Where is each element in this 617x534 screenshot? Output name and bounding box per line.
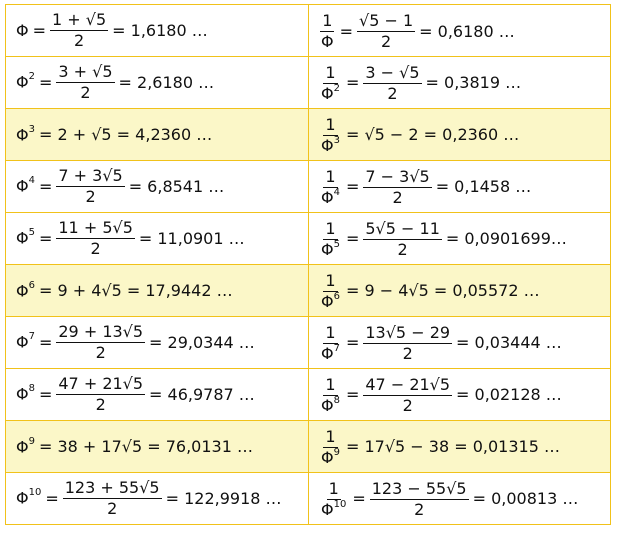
phi-symbol: Φ bbox=[321, 500, 334, 520]
phi-symbol: Φ bbox=[16, 437, 29, 456]
equals-sign: = bbox=[345, 73, 360, 93]
reciprocal-denominator bbox=[319, 136, 342, 154]
equals-sign: = bbox=[45, 488, 59, 508]
phi-power bbox=[16, 279, 35, 300]
power-value: = 9 + 4√5 = 17,9442 … bbox=[38, 280, 233, 300]
reciprocal-value: = 0,6180 … bbox=[419, 21, 515, 41]
reciprocal-one: 1 bbox=[325, 218, 336, 238]
equals-sign: = bbox=[38, 72, 53, 92]
power-cell bbox=[6, 161, 309, 213]
table-row bbox=[6, 265, 611, 317]
phi-exponent: 10 bbox=[28, 487, 42, 499]
reciprocal-value: = 9 − 4√5 = 0,05572 … bbox=[345, 281, 540, 301]
power-cell bbox=[6, 109, 309, 161]
reciprocal-denominator: 2 bbox=[392, 187, 403, 207]
table-row bbox=[6, 109, 611, 161]
reciprocal-prefix-fraction bbox=[319, 13, 336, 50]
reciprocal-fraction bbox=[363, 374, 452, 415]
power-fraction bbox=[63, 480, 162, 517]
reciprocal-expression bbox=[319, 13, 515, 50]
reciprocal-denominator bbox=[319, 344, 342, 362]
reciprocal-prefix-fraction bbox=[319, 166, 342, 208]
reciprocal-prefix-fraction bbox=[319, 114, 342, 156]
equals-sign: = bbox=[352, 489, 366, 509]
reciprocal-expression bbox=[319, 166, 532, 208]
table-row bbox=[6, 5, 611, 57]
phi-power bbox=[321, 32, 334, 51]
phi-exponent: 5 bbox=[333, 238, 340, 250]
reciprocal-denominator bbox=[319, 500, 348, 518]
reciprocal-one: 1 bbox=[325, 114, 336, 134]
reciprocal-value: = √5 − 2 = 0,2360 … bbox=[345, 125, 520, 145]
reciprocal-denominator bbox=[319, 188, 342, 206]
phi-power bbox=[16, 487, 42, 508]
reciprocal-fraction bbox=[357, 13, 415, 50]
phi-exponent: 6 bbox=[333, 290, 340, 302]
reciprocal-one: 1 bbox=[325, 322, 336, 342]
reciprocal-value: = 0,00813 … bbox=[472, 489, 579, 509]
power-value: = 6,8541 … bbox=[128, 176, 225, 196]
equals-sign: = bbox=[345, 229, 360, 249]
equals-sign: = bbox=[38, 176, 53, 196]
phi-power bbox=[321, 396, 340, 415]
power-value: = 122,9918 … bbox=[165, 488, 282, 508]
phi-symbol: Φ bbox=[16, 384, 29, 404]
reciprocal-numerator: 47 − 21√5 bbox=[365, 374, 451, 394]
phi-symbol: Φ bbox=[16, 72, 29, 92]
power-expression bbox=[16, 12, 208, 49]
reciprocal-prefix-fraction bbox=[319, 374, 342, 416]
power-fraction bbox=[56, 220, 135, 257]
power-expression bbox=[16, 324, 255, 361]
table-body bbox=[6, 5, 611, 525]
reciprocal-expression bbox=[319, 374, 562, 416]
reciprocal-expression bbox=[319, 478, 579, 520]
table-row bbox=[6, 57, 611, 109]
reciprocal-numerator: 123 − 55√5 bbox=[371, 478, 467, 498]
power-expression bbox=[16, 220, 245, 257]
reciprocal-expression bbox=[319, 218, 567, 260]
table-row bbox=[6, 161, 611, 213]
phi-exponent: 4 bbox=[333, 186, 340, 198]
reciprocal-expression bbox=[319, 322, 562, 364]
power-numerator: 123 + 55√5 bbox=[64, 478, 160, 497]
phi-symbol: Φ bbox=[321, 84, 334, 104]
reciprocal-value: = 0,1458 … bbox=[435, 177, 532, 197]
reciprocal-one: 1 bbox=[328, 478, 339, 498]
phi-exponent: 4 bbox=[28, 175, 35, 187]
power-denominator: 2 bbox=[107, 499, 118, 518]
power-value: = 2 + √5 = 4,2360 … bbox=[38, 124, 213, 144]
power-value: = 11,0901 … bbox=[138, 228, 245, 248]
reciprocal-expression bbox=[319, 62, 522, 104]
power-cell bbox=[6, 5, 309, 57]
equals-sign: = bbox=[38, 332, 53, 352]
power-expression bbox=[16, 376, 255, 413]
phi-symbol: Φ bbox=[321, 240, 334, 260]
reciprocal-cell bbox=[309, 421, 611, 473]
phi-power bbox=[16, 175, 35, 196]
golden-ratio-powers-table bbox=[5, 4, 611, 525]
phi-power bbox=[321, 448, 340, 467]
power-numerator: 47 + 21√5 bbox=[58, 374, 144, 393]
power-numerator: 7 + 3√5 bbox=[58, 166, 123, 185]
power-numerator: 29 + 13√5 bbox=[58, 322, 144, 341]
phi-power bbox=[16, 227, 35, 248]
reciprocal-cell bbox=[309, 369, 611, 421]
reciprocal-one: 1 bbox=[325, 270, 336, 290]
reciprocal-cell bbox=[309, 161, 611, 213]
power-denominator: 2 bbox=[80, 83, 91, 102]
reciprocal-denominator bbox=[319, 32, 336, 50]
power-fraction bbox=[56, 324, 145, 361]
power-value: = 29,0344 … bbox=[149, 332, 255, 352]
reciprocal-cell bbox=[309, 109, 611, 161]
power-value: = 46,9787 … bbox=[149, 384, 255, 404]
phi-exponent: 2 bbox=[333, 82, 340, 94]
reciprocal-prefix-fraction bbox=[319, 218, 342, 260]
power-cell bbox=[6, 265, 309, 317]
power-numerator: 3 + √5 bbox=[58, 62, 113, 81]
table-row bbox=[6, 473, 611, 525]
phi-power bbox=[16, 331, 35, 352]
reciprocal-numerator: 3 − √5 bbox=[365, 62, 420, 82]
phi-exponent: 8 bbox=[28, 383, 35, 395]
phi-exponent: 8 bbox=[333, 394, 340, 406]
reciprocal-prefix-fraction bbox=[319, 478, 348, 520]
power-denominator: 2 bbox=[95, 343, 106, 362]
reciprocal-denominator: 2 bbox=[402, 395, 413, 415]
table-row bbox=[6, 421, 611, 473]
reciprocal-denominator: 2 bbox=[414, 499, 425, 519]
phi-exponent: 3 bbox=[333, 134, 340, 146]
reciprocal-cell bbox=[309, 57, 611, 109]
power-expression bbox=[16, 64, 214, 101]
table-row bbox=[6, 317, 611, 369]
reciprocal-one: 1 bbox=[325, 62, 336, 82]
phi-power bbox=[16, 123, 35, 144]
phi-exponent: 10 bbox=[333, 498, 347, 510]
phi-symbol: Φ bbox=[321, 292, 334, 312]
equals-sign: = bbox=[345, 177, 360, 197]
reciprocal-cell bbox=[309, 5, 611, 57]
reciprocal-cell bbox=[309, 213, 611, 265]
phi-exponent: 3 bbox=[28, 123, 35, 135]
power-value: = 2,6180 … bbox=[118, 72, 215, 92]
reciprocal-denominator bbox=[319, 448, 342, 466]
power-denominator: 2 bbox=[85, 187, 96, 206]
reciprocal-denominator bbox=[319, 84, 342, 102]
reciprocal-numerator: 5√5 − 11 bbox=[365, 218, 440, 238]
phi-symbol: Φ bbox=[16, 488, 29, 508]
reciprocal-value: = 17√5 − 38 = 0,01315 … bbox=[345, 437, 560, 457]
power-denominator: 2 bbox=[90, 239, 101, 258]
equals-sign: = bbox=[339, 21, 353, 41]
power-denominator: 2 bbox=[95, 395, 106, 414]
power-expression bbox=[16, 435, 253, 456]
phi-symbol: Φ bbox=[321, 32, 334, 51]
reciprocal-fraction bbox=[363, 166, 431, 207]
reciprocal-denominator bbox=[319, 292, 342, 310]
reciprocal-cell bbox=[309, 317, 611, 369]
power-fraction bbox=[50, 12, 108, 49]
power-expression bbox=[16, 168, 224, 205]
equals-sign: = bbox=[32, 20, 46, 40]
reciprocal-denominator bbox=[319, 396, 342, 414]
reciprocal-value: = 0,0901699… bbox=[445, 229, 567, 249]
power-fraction bbox=[56, 168, 124, 205]
equals-sign: = bbox=[345, 333, 360, 353]
reciprocal-expression bbox=[319, 426, 560, 468]
power-fraction bbox=[56, 64, 114, 101]
reciprocal-prefix-fraction bbox=[319, 62, 342, 104]
phi-exponent: 7 bbox=[333, 342, 340, 354]
phi-symbol: Φ bbox=[321, 344, 334, 364]
phi-symbol: Φ bbox=[16, 176, 29, 196]
phi-symbol: Φ bbox=[16, 281, 29, 300]
reciprocal-one: 1 bbox=[325, 426, 336, 446]
power-cell bbox=[6, 473, 309, 525]
phi-power bbox=[16, 71, 35, 92]
reciprocal-prefix-fraction bbox=[319, 426, 342, 468]
reciprocal-cell bbox=[309, 473, 611, 525]
phi-power bbox=[321, 136, 340, 155]
reciprocal-denominator: 2 bbox=[397, 239, 408, 259]
power-expression bbox=[16, 123, 213, 144]
phi-exponent: 7 bbox=[28, 331, 35, 343]
phi-symbol: Φ bbox=[321, 448, 334, 468]
power-cell bbox=[6, 421, 309, 473]
reciprocal-prefix-fraction bbox=[319, 322, 342, 364]
reciprocal-cell bbox=[309, 265, 611, 317]
phi-symbol: Φ bbox=[16, 125, 29, 144]
power-denominator: 2 bbox=[73, 31, 85, 50]
equals-sign: = bbox=[345, 385, 360, 405]
phi-power bbox=[321, 344, 340, 363]
reciprocal-denominator: 2 bbox=[387, 83, 398, 103]
power-cell bbox=[6, 369, 309, 421]
equals-sign: = bbox=[38, 228, 53, 248]
power-numerator: 1 + √5 bbox=[52, 10, 107, 29]
phi-symbol: Φ bbox=[16, 228, 29, 248]
phi-symbol: Φ bbox=[16, 332, 29, 352]
reciprocal-value: = 0,03444 … bbox=[456, 333, 562, 353]
phi-power bbox=[321, 84, 340, 103]
reciprocal-expression bbox=[319, 270, 540, 312]
phi-exponent: 6 bbox=[28, 279, 35, 291]
power-fraction bbox=[56, 376, 145, 413]
reciprocal-prefix-fraction bbox=[319, 270, 342, 312]
reciprocal-fraction bbox=[363, 62, 421, 103]
reciprocal-one: 1 bbox=[325, 166, 336, 186]
phi-exponent: 9 bbox=[333, 446, 340, 458]
phi-exponent: 2 bbox=[28, 71, 35, 83]
reciprocal-expression bbox=[319, 114, 520, 156]
phi-power bbox=[321, 188, 340, 207]
reciprocal-one: 1 bbox=[325, 374, 336, 394]
table-row bbox=[6, 369, 611, 421]
equals-sign: = bbox=[38, 384, 53, 404]
phi-symbol: Φ bbox=[16, 20, 29, 40]
power-value: = 38 + 17√5 = 76,0131 … bbox=[38, 436, 253, 456]
power-cell bbox=[6, 213, 309, 265]
power-expression bbox=[16, 480, 282, 517]
phi-power bbox=[16, 383, 35, 404]
reciprocal-denominator: 2 bbox=[380, 32, 392, 51]
phi-symbol: Φ bbox=[321, 396, 334, 416]
reciprocal-fraction bbox=[370, 478, 469, 519]
reciprocal-denominator bbox=[319, 240, 342, 258]
power-cell bbox=[6, 317, 309, 369]
phi-power bbox=[321, 500, 346, 519]
reciprocal-numerator: 13√5 − 29 bbox=[365, 322, 451, 342]
phi-power bbox=[321, 240, 340, 259]
table-row bbox=[6, 213, 611, 265]
reciprocal-value: = 0,3819 … bbox=[425, 73, 522, 93]
reciprocal-one: 1 bbox=[322, 11, 333, 30]
power-value: = 1,6180 … bbox=[112, 20, 208, 40]
reciprocal-numerator: 7 − 3√5 bbox=[365, 166, 430, 186]
phi-exponent: 5 bbox=[28, 227, 35, 239]
reciprocal-value: = 0,02128 … bbox=[456, 385, 562, 405]
power-numerator: 11 + 5√5 bbox=[58, 218, 133, 237]
power-expression bbox=[16, 279, 233, 300]
power-cell bbox=[6, 57, 309, 109]
phi-power bbox=[321, 292, 340, 311]
phi-power bbox=[16, 20, 29, 40]
reciprocal-fraction bbox=[363, 218, 442, 259]
reciprocal-fraction bbox=[363, 322, 452, 363]
phi-exponent: 9 bbox=[28, 435, 35, 447]
reciprocal-denominator: 2 bbox=[402, 343, 413, 363]
phi-power bbox=[16, 435, 35, 456]
reciprocal-numerator: √5 − 1 bbox=[359, 11, 414, 30]
phi-symbol: Φ bbox=[321, 136, 334, 156]
phi-symbol: Φ bbox=[321, 188, 334, 208]
